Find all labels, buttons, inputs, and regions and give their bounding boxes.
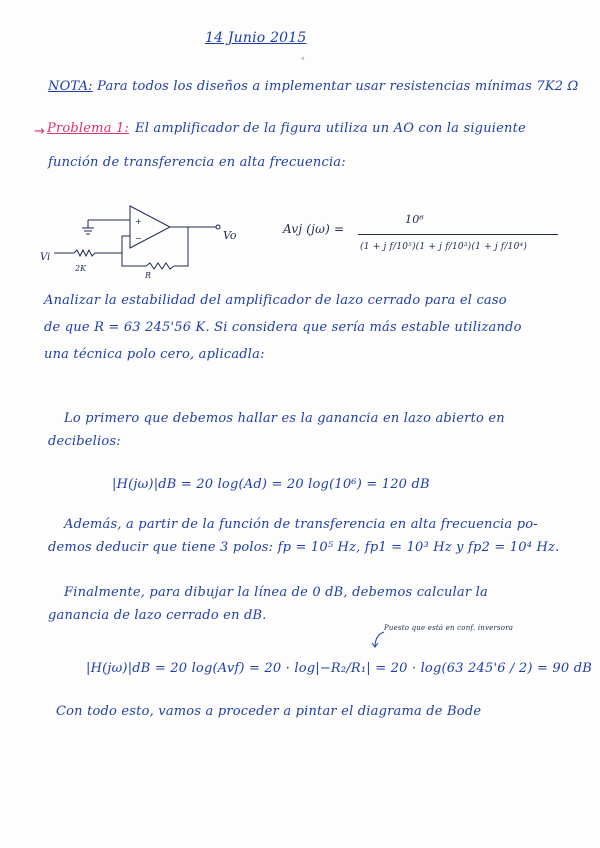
statement-line-1: Analizar la estabilidad del amplificador de lazo cerrado para el caso	[44, 293, 507, 308]
solution-line-6: ganancia de lazo cerrado en dB.	[48, 608, 267, 623]
statement-line-3: una técnica polo cero, aplicadla:	[44, 347, 265, 362]
statement-line-2: de que R = 63 245'56 K. Si considera que sería más estable utilizando	[44, 320, 522, 335]
equation-open-loop-gain: |H(jω)|dB = 20 log(Ad) = 20 log(10⁶) = 120 dB	[112, 477, 430, 492]
fraction-bar	[358, 234, 558, 235]
nota-line	[48, 79, 579, 94]
output-label: Vo	[223, 229, 237, 242]
input-resistor-label: 2K	[75, 264, 87, 273]
feedback-resistor	[146, 263, 174, 269]
problem-text-line-2: función de transferencia en alta frecuencia:	[48, 155, 346, 170]
nota-label: NOTA:	[48, 79, 93, 94]
solution-line-4: demos deducir que tiene 3 polos: fp = 10⁵ Hz, fp1 = 10³ Hz y fp2 = 10⁴ Hz.	[48, 540, 560, 555]
transfer-function-denominator: (1 + j f/10⁵)(1 + j f/10³)(1 + j f/10⁴)	[360, 242, 528, 252]
arrow-right-icon: →	[34, 124, 45, 139]
minus-sign: −	[135, 234, 142, 243]
problem-label: Problema 1:	[47, 121, 130, 136]
equation-closed-loop-gain: |H(jω)|dB = 20 log(Avf) = 20 · log|−R₂/R₁| = 20 · log(63 245'6 / 2) = 90 dB	[86, 661, 592, 676]
output-terminal	[216, 225, 220, 229]
input-resistor	[74, 250, 95, 256]
transfer-function-numerator: 10⁶	[405, 213, 425, 226]
solution-line-5: Finalmente, para dibujar la línea de 0 dB, debemos calcular la	[64, 585, 488, 600]
opamp-circuit-diagram	[38, 198, 248, 280]
feedback-wire-right	[174, 227, 188, 266]
nota-text: Para todos los diseños a implementar usar resistencias mínimas 7K2 Ω	[97, 79, 579, 94]
feedback-wire-left	[122, 253, 146, 266]
solution-line-3: Además, a partir de la función de transferencia en alta frecuencia po-	[64, 517, 538, 532]
annotation-arrow-icon	[370, 630, 388, 650]
feedback-resistor-label: R	[145, 271, 152, 280]
input-label: Vi	[40, 252, 51, 263]
problem-text-line-1: El amplificador de la figura utiliza un AO con la siguiente	[135, 121, 526, 136]
page-date: 14 Junio 2015	[205, 30, 307, 46]
inverting-input-wire	[122, 236, 130, 253]
annotation-note: Puesto que está en conf. inversora	[384, 624, 514, 632]
solution-line-2: decibelios:	[48, 434, 121, 449]
solution-line-7: Con todo esto, vamos a proceder a pintar el diagrama de Bode	[56, 704, 482, 719]
page-mark: °	[301, 56, 306, 65]
ground-icon	[82, 220, 94, 234]
plus-sign: +	[135, 217, 142, 226]
solution-line-1: Lo primero que debemos hallar es la ganancia en lazo abierto en	[64, 411, 505, 426]
transfer-function-lhs: Avj (jω) =	[283, 222, 345, 236]
